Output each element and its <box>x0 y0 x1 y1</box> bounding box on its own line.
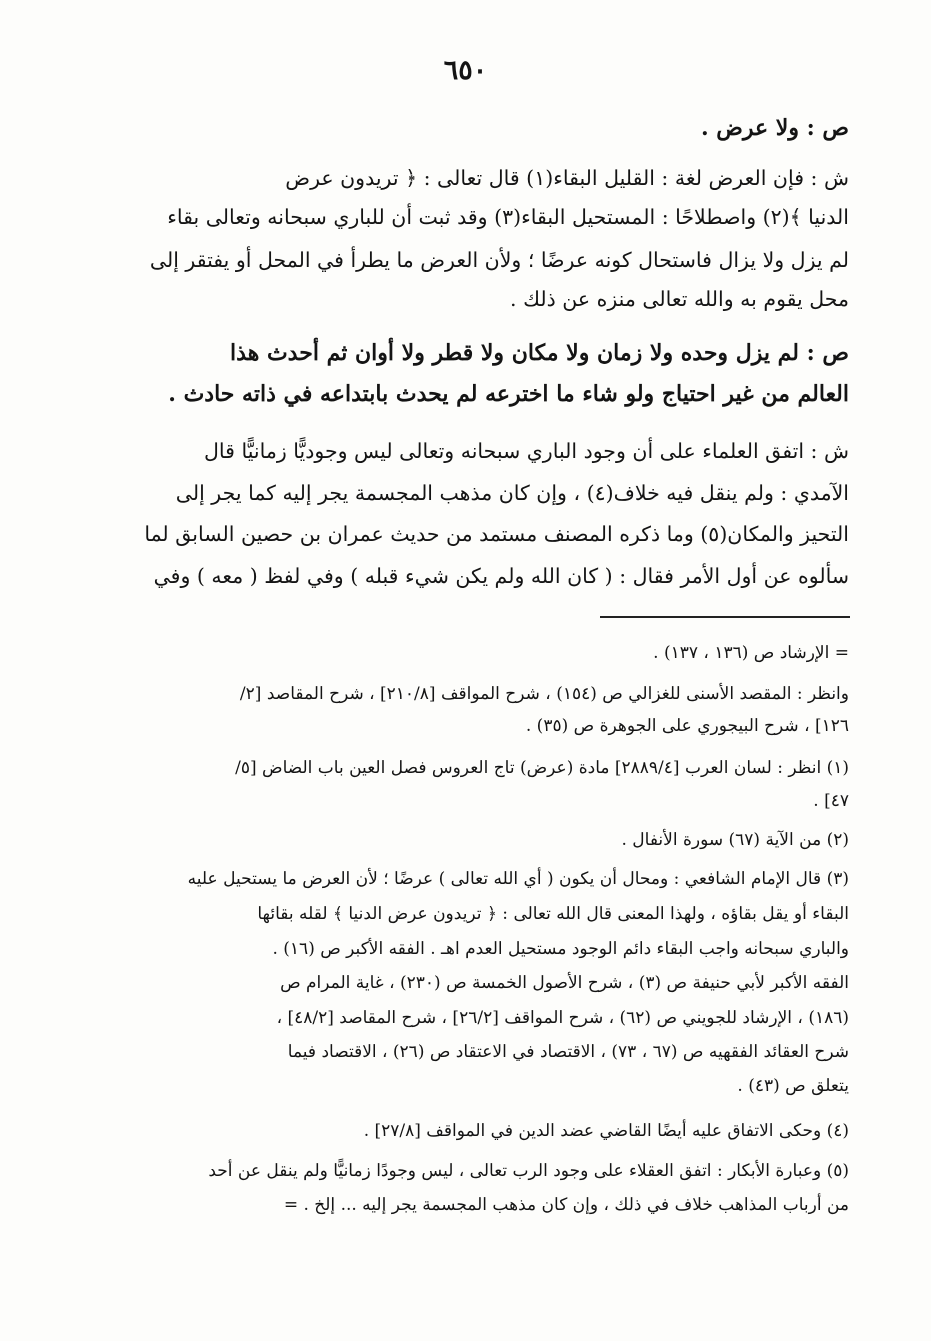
main-line-7: العالم من غير احتياج ولو شاء ما اخترعه لم يحدث بابتداعه في ذاته حادث . <box>168 381 849 407</box>
footnote-separator <box>600 616 850 618</box>
main-line-4: لم يزل ولا يزال فاستحال كونه عرضًا ؛ ولأن العرض ما يطرأ في المحل أو يفتقر إلى <box>149 248 849 272</box>
footnote-line-13: يتعلق ص (٤٣) . <box>737 1076 849 1096</box>
main-line-2: ش : فإن العرض لغة : القليل البقاء(١) قال تعالى : ﴿ تريدون عرض <box>285 166 849 190</box>
footnote-line-12: شرح العقائد الفقهيه ص (٦٧ ، ٧٣) ، الاقتصاد في الاعتقاد ص (٢٦) ، الاقتصاد فيما <box>287 1042 849 1062</box>
footnote-line-15: (٥) وعبارة الأبكار : اتفق العقلاء على وجود الرب تعالى ، ليس وجودًا زمانيًّا ولم ينقل عن أحد <box>208 1161 849 1181</box>
footnote-line-14: (٤) وحكى الاتفاق عليه أيضًا القاضي عضد الدين في المواقف [٢٧/٨] . <box>363 1121 849 1141</box>
footnote-line-16: من أرباب المذاهب خلاف في ذلك ، وإن كان مذهب المجسمة يجر إليه ... إلخ . = <box>283 1195 849 1215</box>
footnote-line-7: (٣) قال الإمام الشافعي : ومحال أن يكون ( أي الله تعالى ) عرضًا ؛ لأن العرض ما يستحيل عليه <box>187 869 849 889</box>
footnote-line-6: (٢) من الآية (٦٧) سورة الأنفال . <box>621 830 849 850</box>
main-line-11: سألوه عن أول الأمر فقال : ( كان الله ولم يكن شيء قبله ) وفي لفظ ( معه ) وفي <box>153 564 849 588</box>
main-line-9: الآمدي : ولم ينقل فيه خلاف(٤) ، وإن كان مذهب المجسمة يجر إليه كما يجر إلى <box>175 481 849 505</box>
main-line-8: ش : اتفق العلماء على أن وجود الباري سبحانه وتعالى ليس وجوديًّا زمانيًّا قال <box>204 439 849 463</box>
footnote-line-4: (١) انظر : لسان العرب [٢٨٨٩/٤] مادة (عرض) تاج العروس فصل العين باب الضاض [٥/ <box>235 758 849 778</box>
footnote-line-11: (١٨٦) ، الإرشاد للجويني ص (٦٢) ، شرح المواقف [٢٦/٢] ، شرح المقاصد [٤٨/٢] ، <box>276 1008 849 1028</box>
page-number: ٦٥٠ <box>443 55 488 86</box>
footnote-line-9: والباري سبحانه واجب البقاء دائم الوجود مستحيل العدم اهـ . الفقه الأكبر ص (١٦) . <box>272 939 849 959</box>
footnote-line-8: البقاء أو يقل بقاؤه ، ولهذا المعنى قال الله تعالى : ﴿ تريدون عرض الدنيا ﴾ لقله بقائها <box>257 904 849 924</box>
footnote-line-3: ١٢٦] ، شرح البيجوري على الجوهرة ص (٣٥) . <box>525 716 849 736</box>
main-line-1: ص : ولا عرض . <box>700 115 849 141</box>
footnote-line-10: الفقه الأكبر لأبي حنيفة ص (٣) ، شرح الأصول الخمسة ص (٢٣٠) ، غاية المرام ص <box>280 973 849 993</box>
main-line-3: الدنيا ﴾(٢) واصطلاحًا : المستحيل البقاء(٣) وقد ثبت أن للباري سبحانه وتعالى بقاء <box>167 205 849 229</box>
main-line-5: محل يقوم به والله تعالى منزه عن ذلك . <box>510 287 849 311</box>
footnote-line-2: وانظر : المقصد الأسنى للغزالي ص (١٥٤) ، شرح المواقف [٢١٠/٨] ، شرح المقاصد [٢/ <box>239 684 849 704</box>
main-line-10: التحيز والمكان(٥) وما ذكره المصنف مستمد من حديث عمران بن حصين السابق لما <box>144 522 849 546</box>
main-line-6: ص : لم يزل وحده ولا زمان ولا مكان ولا قطر ولا أوان ثم أحدث هذا <box>230 340 849 366</box>
footnote-line-1: = الإرشاد ص (١٣٦ ، ١٣٧) . <box>653 643 849 663</box>
footnote-line-5: ٤٧] . <box>813 791 849 811</box>
